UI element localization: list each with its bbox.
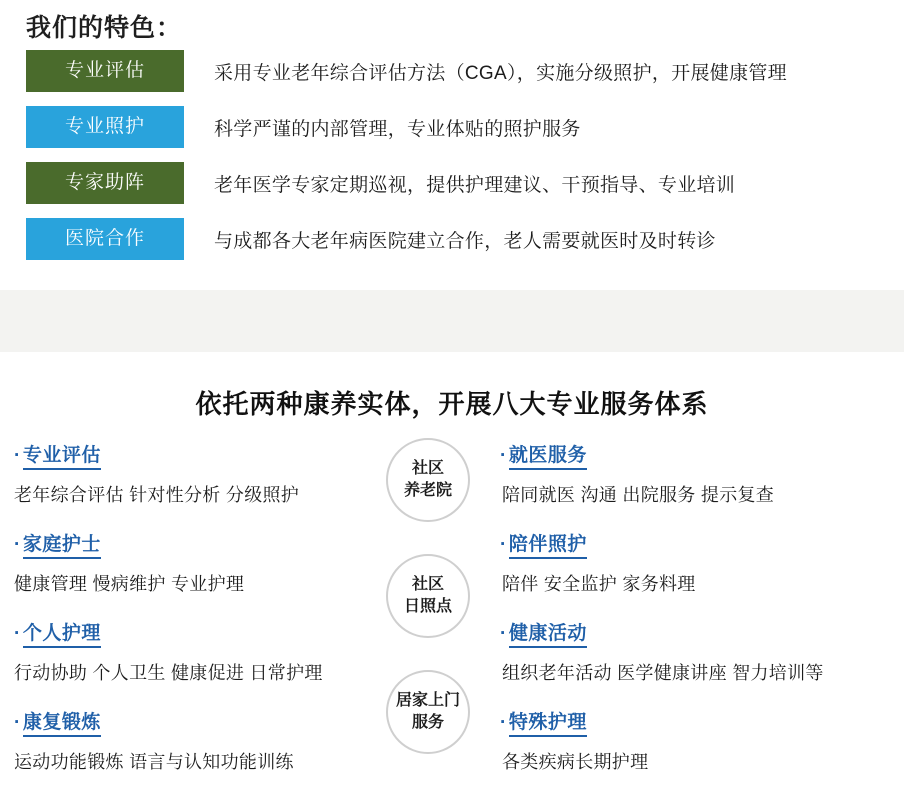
service-heading: [500, 440, 880, 470]
feature-tag: 专业照护: [26, 106, 184, 148]
service-description: 行动协助 个人卫生 健康促进 日常护理: [14, 663, 323, 683]
services-left-column: [14, 440, 394, 796]
service-block: [14, 529, 394, 596]
services-title: 依托两种康养实体，开展八大专业服务体系: [195, 389, 709, 419]
service-description: 老年综合评估 针对性分析 分级照护: [14, 485, 300, 505]
services-right-column: [500, 440, 880, 796]
services-section: [0, 358, 904, 782]
service-description: 健康管理 慢病维护 专业护理: [14, 574, 245, 594]
entity-circle: [386, 554, 470, 638]
service-heading-label: 就医服务: [509, 440, 587, 470]
entity-circle-line2: 养老院: [403, 482, 452, 499]
service-block: [14, 707, 394, 774]
service-heading-label: 家庭护士: [23, 529, 101, 559]
section-divider: [0, 290, 904, 352]
bullet-icon: ·: [500, 712, 507, 733]
features-section: [0, 0, 904, 290]
service-heading-label: 专业评估: [23, 440, 101, 470]
service-heading: [14, 618, 394, 648]
service-heading: [14, 529, 394, 559]
entity-circle-line1: 居家上门: [395, 692, 460, 709]
service-heading: [500, 529, 880, 559]
bullet-icon: ·: [14, 712, 21, 733]
bullet-icon: ·: [500, 445, 507, 466]
service-block: [500, 529, 880, 596]
feature-row: [26, 50, 787, 92]
service-heading: [14, 440, 394, 470]
feature-tag: 专业评估: [26, 50, 184, 92]
service-description: 组织老年活动 医学健康讲座 智力培训等: [502, 663, 824, 683]
service-heading-label: 康复锻炼: [23, 707, 101, 737]
bullet-icon: ·: [500, 623, 507, 644]
feature-tag: 医院合作: [26, 218, 184, 260]
service-block: [14, 440, 394, 507]
feature-row: [26, 218, 716, 260]
service-heading-label: 特殊护理: [509, 707, 587, 737]
service-heading: [14, 707, 394, 737]
service-block: [500, 618, 880, 685]
feature-text: 与成都各大老年病医院建立合作，老人需要就医时及时转诊: [214, 230, 716, 252]
feature-tag: 专家助阵: [26, 162, 184, 204]
service-description: 陪同就医 沟通 出院服务 提示复查: [502, 485, 775, 505]
bullet-icon: ·: [500, 534, 507, 555]
bullet-icon: ·: [14, 534, 21, 555]
service-heading: [500, 618, 880, 648]
entity-circle-line1: 社区: [411, 576, 444, 593]
entity-circle-line1: 社区: [411, 460, 444, 477]
service-block: [14, 618, 394, 685]
bullet-icon: ·: [14, 623, 21, 644]
bullet-icon: ·: [14, 445, 21, 466]
service-description: 陪伴 安全监护 家务料理: [502, 574, 696, 594]
feature-row: [26, 162, 735, 204]
service-heading: [500, 707, 880, 737]
entity-circle-line2: 日照点: [403, 598, 452, 615]
feature-text: 采用专业老年综合评估方法（CGA），实施分级照护，开展健康管理: [214, 62, 787, 84]
entity-circle: [386, 670, 470, 754]
service-heading-label: 陪伴照护: [509, 529, 587, 559]
features-title: 我们的特色：: [26, 14, 183, 42]
feature-row: [26, 106, 581, 148]
feature-text: 老年医学专家定期巡视，提供护理建议、干预指导、专业培训: [214, 174, 736, 196]
entity-circle: [386, 438, 470, 522]
entity-circle-line2: 服务: [411, 714, 444, 731]
service-heading-label: 个人护理: [23, 618, 101, 648]
service-description: 运动功能锻炼 语言与认知功能训练: [14, 752, 294, 772]
service-description: 各类疾病长期护理: [502, 752, 649, 772]
service-block: [500, 440, 880, 507]
service-block: [500, 707, 880, 774]
feature-text: 科学严谨的内部管理，专业体贴的照护服务: [214, 118, 581, 140]
service-heading-label: 健康活动: [509, 618, 587, 648]
